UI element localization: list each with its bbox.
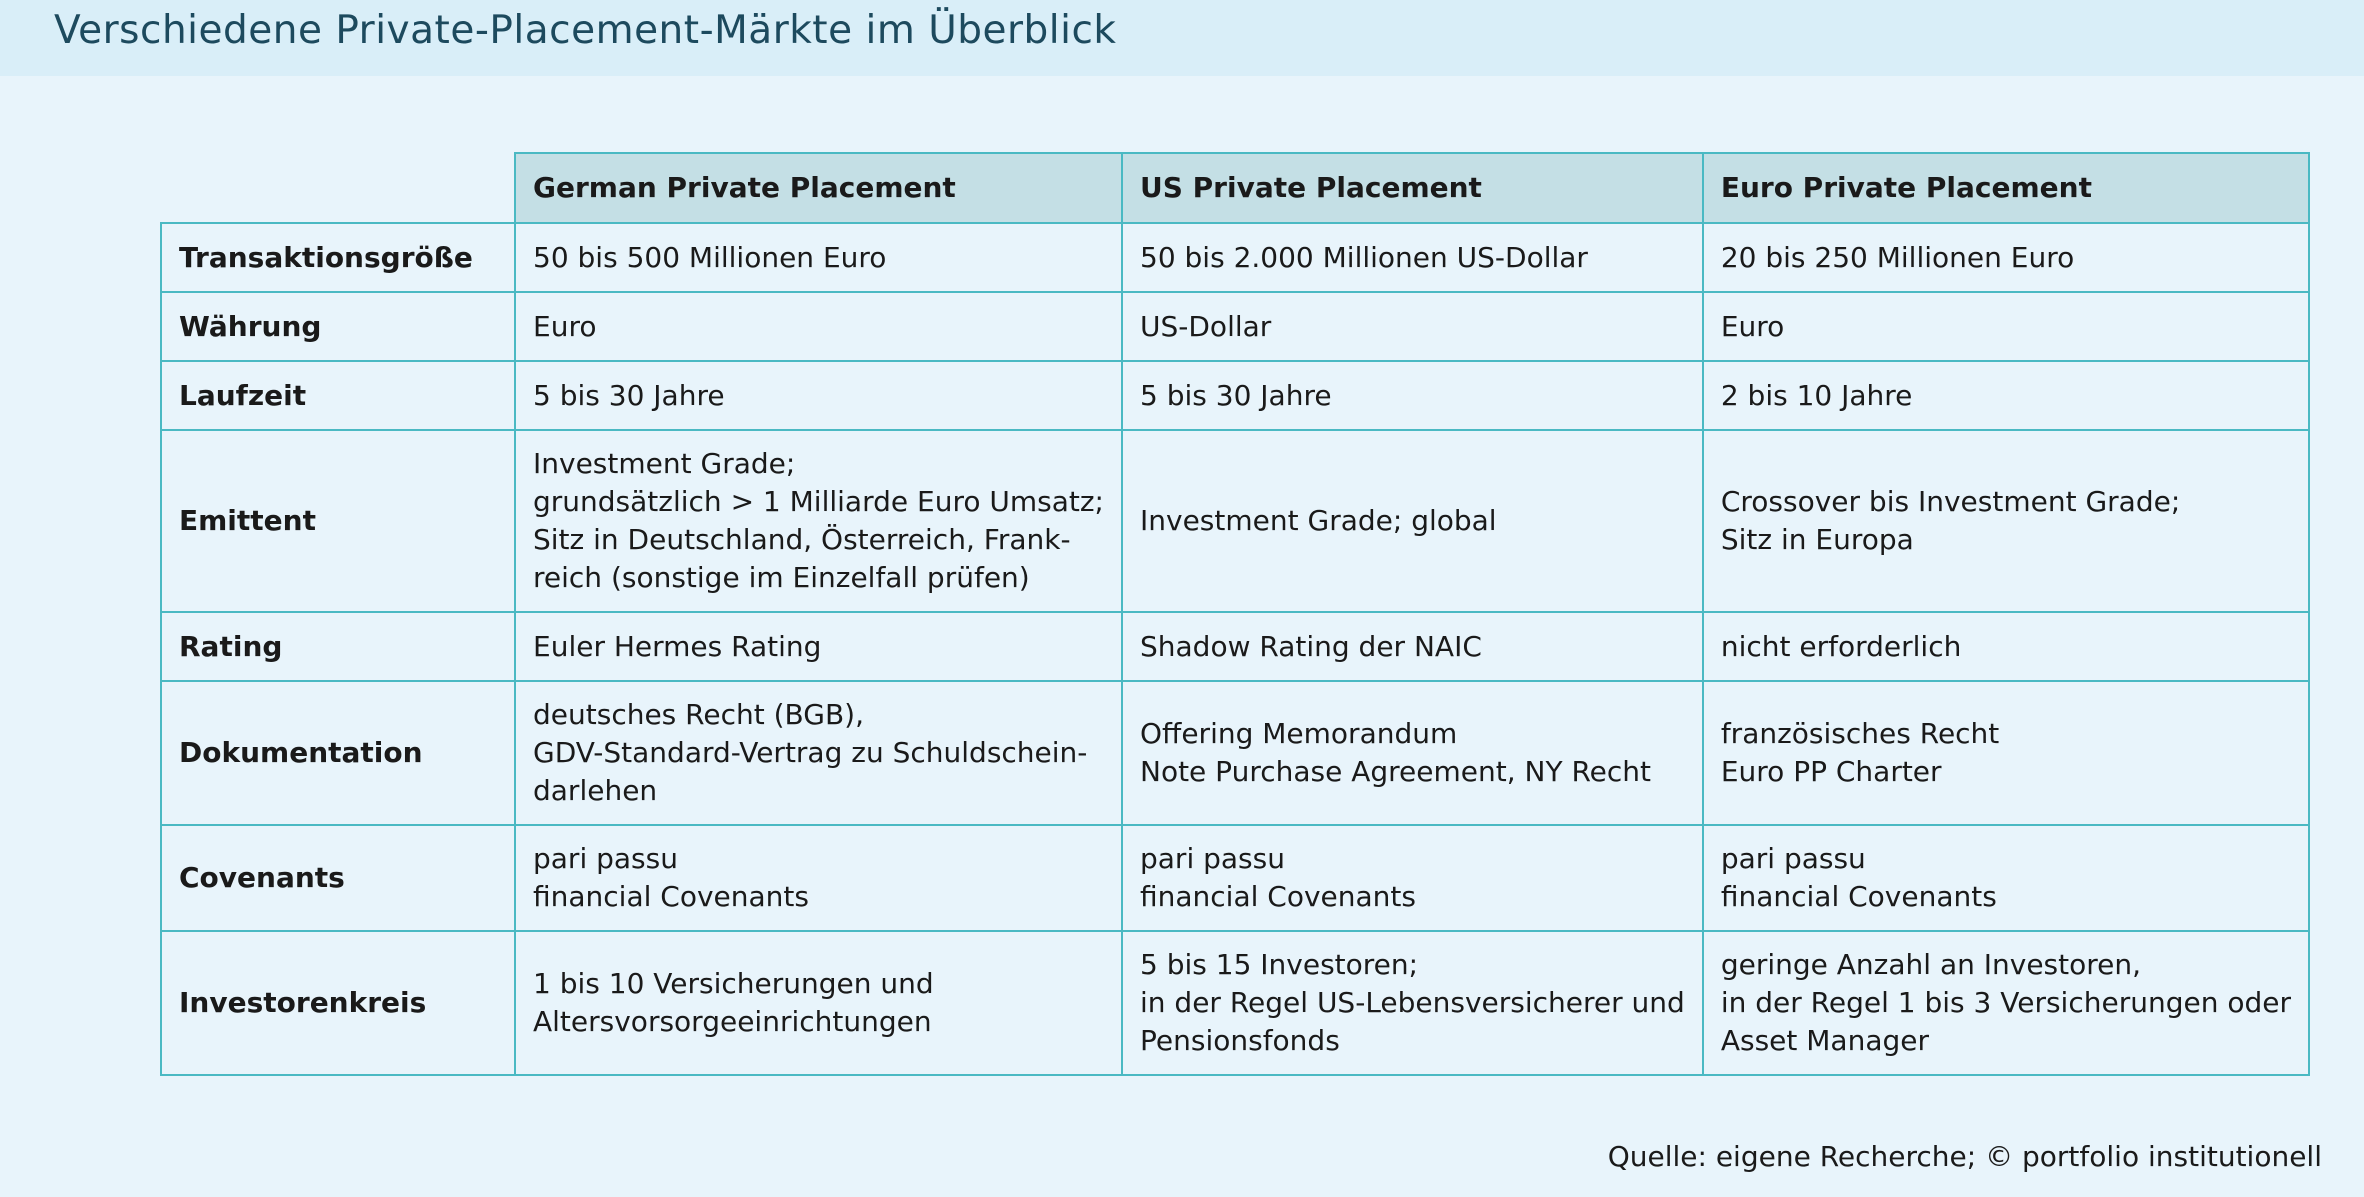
cell-text-line: in der Regel 1 bis 3 Versicherungen oder	[1720, 986, 2291, 1019]
cell-us	[1122, 681, 1703, 825]
cell-text-line: in der Regel US-Lebensversicherer und	[1140, 986, 1685, 1019]
row-label: Emittent	[161, 430, 515, 612]
row-label: Dokumentation	[161, 681, 515, 825]
table-row	[161, 430, 2309, 612]
row-label: Investorenkreis	[161, 931, 515, 1075]
cell-text-line: Altersvorsorgeeinrichtungen	[533, 1005, 932, 1038]
cell-text-line: Euler Hermes Rating	[533, 629, 822, 663]
table-row	[161, 931, 2309, 1075]
column-header-euro: Euro Private Placement	[1703, 153, 2309, 223]
cell-euro	[1703, 223, 2309, 292]
cell-us	[1122, 931, 1703, 1075]
table-corner-cell	[161, 153, 515, 223]
row-label: Währung	[161, 292, 515, 361]
cell-text-line: Investment Grade;	[533, 447, 796, 480]
row-label: Rating	[161, 612, 515, 681]
table-row	[161, 612, 2309, 681]
cell-text-line: financial Covenants	[1140, 880, 1416, 913]
cell-us	[1122, 612, 1703, 681]
cell-text-line: 50 bis 500 Millionen Euro	[533, 240, 887, 274]
page-title: Verschiedene Private-Placement-Märkte im Überblick	[54, 8, 1117, 53]
cell-euro	[1703, 825, 2309, 931]
cell-text-line: Note Purchase Agreement, NY Recht	[1140, 755, 1652, 788]
cell-german	[515, 292, 1122, 361]
cell-euro	[1703, 612, 2309, 681]
cell-text-line: financial Covenants	[1720, 880, 1997, 913]
table-header-row	[161, 153, 2309, 223]
cell-text-line: reich (sonstige im Einzelfall prüfen)	[533, 561, 1030, 594]
source-note: Quelle: eigene Recherche; © portfolio institutionell	[1607, 1140, 2322, 1173]
column-header-us: US Private Placement	[1122, 153, 1703, 223]
table-row	[161, 825, 2309, 931]
cell-text-line: Crossover bis Investment Grade;	[1720, 485, 2181, 518]
column-header-german: German Private Placement	[515, 153, 1122, 223]
row-label: Laufzeit	[161, 361, 515, 430]
cell-text-line: Euro	[533, 309, 597, 343]
cell-us	[1122, 292, 1703, 361]
cell-text-line: 5 bis 30 Jahre	[533, 378, 725, 412]
cell-text-line: grundsätzlich > 1 Milliarde Euro Umsatz;	[533, 485, 1104, 518]
cell-text-line: Euro PP Charter	[1720, 755, 1942, 788]
cell-us	[1122, 430, 1703, 612]
cell-german	[515, 612, 1122, 681]
title-bar	[0, 0, 2364, 76]
cell-german	[515, 223, 1122, 292]
cell-euro	[1703, 681, 2309, 825]
row-label: Covenants	[161, 825, 515, 931]
row-label: Transaktionsgröße	[161, 223, 515, 292]
cell-text-line: geringe Anzahl an Investoren,	[1720, 948, 2142, 981]
cell-text-line: 5 bis 15 Investoren;	[1140, 948, 1419, 981]
cell-text-line: darlehen	[533, 774, 658, 807]
cell-text-line: französisches Recht	[1720, 717, 2000, 750]
cell-text-line: 50 bis 2.000 Millionen US-Dollar	[1140, 240, 1588, 274]
cell-euro	[1703, 292, 2309, 361]
cell-euro	[1703, 931, 2309, 1075]
cell-text-line: GDV-Standard-Vertrag zu Schuldschein-	[533, 736, 1088, 769]
cell-text-line: Euro	[1720, 309, 1785, 343]
cell-text-line: Investment Grade; global	[1140, 504, 1497, 537]
cell-text-line: nicht erforderlich	[1720, 629, 1962, 663]
cell-us	[1122, 223, 1703, 292]
cell-german	[515, 825, 1122, 931]
cell-us	[1122, 361, 1703, 430]
cell-text-line: Offering Memorandum	[1140, 717, 1458, 750]
table-row	[161, 223, 2309, 292]
cell-text-line: Sitz in Deutschland, Österreich, Frank-	[533, 523, 1071, 556]
cell-euro	[1703, 361, 2309, 430]
cell-german	[515, 681, 1122, 825]
cell-text-line: pari passu	[533, 842, 678, 875]
cell-text-line: Asset Manager	[1720, 1024, 1929, 1057]
table-row	[161, 292, 2309, 361]
cell-german	[515, 361, 1122, 430]
cell-euro	[1703, 430, 2309, 612]
cell-text-line: financial Covenants	[533, 880, 809, 913]
table-row	[161, 361, 2309, 430]
cell-text-line: 2 bis 10 Jahre	[1720, 378, 1913, 412]
cell-text-line: pari passu	[1140, 842, 1285, 875]
cell-text-line: 20 bis 250 Millionen Euro	[1720, 240, 2075, 274]
cell-text-line: Sitz in Europa	[1720, 523, 1914, 556]
private-placement-table	[160, 152, 2310, 1076]
cell-text-line: US-Dollar	[1140, 309, 1272, 343]
cell-text-line: Shadow Rating der NAIC	[1140, 629, 1482, 663]
table-body	[161, 223, 2309, 1075]
cell-us	[1122, 825, 1703, 931]
cell-text-line: 5 bis 30 Jahre	[1140, 378, 1332, 412]
cell-german	[515, 931, 1122, 1075]
cell-text-line: 1 bis 10 Versicherungen und	[533, 967, 934, 1000]
table-row	[161, 681, 2309, 825]
cell-german	[515, 430, 1122, 612]
cell-text-line: pari passu	[1720, 842, 1866, 875]
cell-text-line: deutsches Recht (BGB),	[533, 698, 864, 731]
cell-text-line: Pensionsfonds	[1140, 1024, 1340, 1057]
